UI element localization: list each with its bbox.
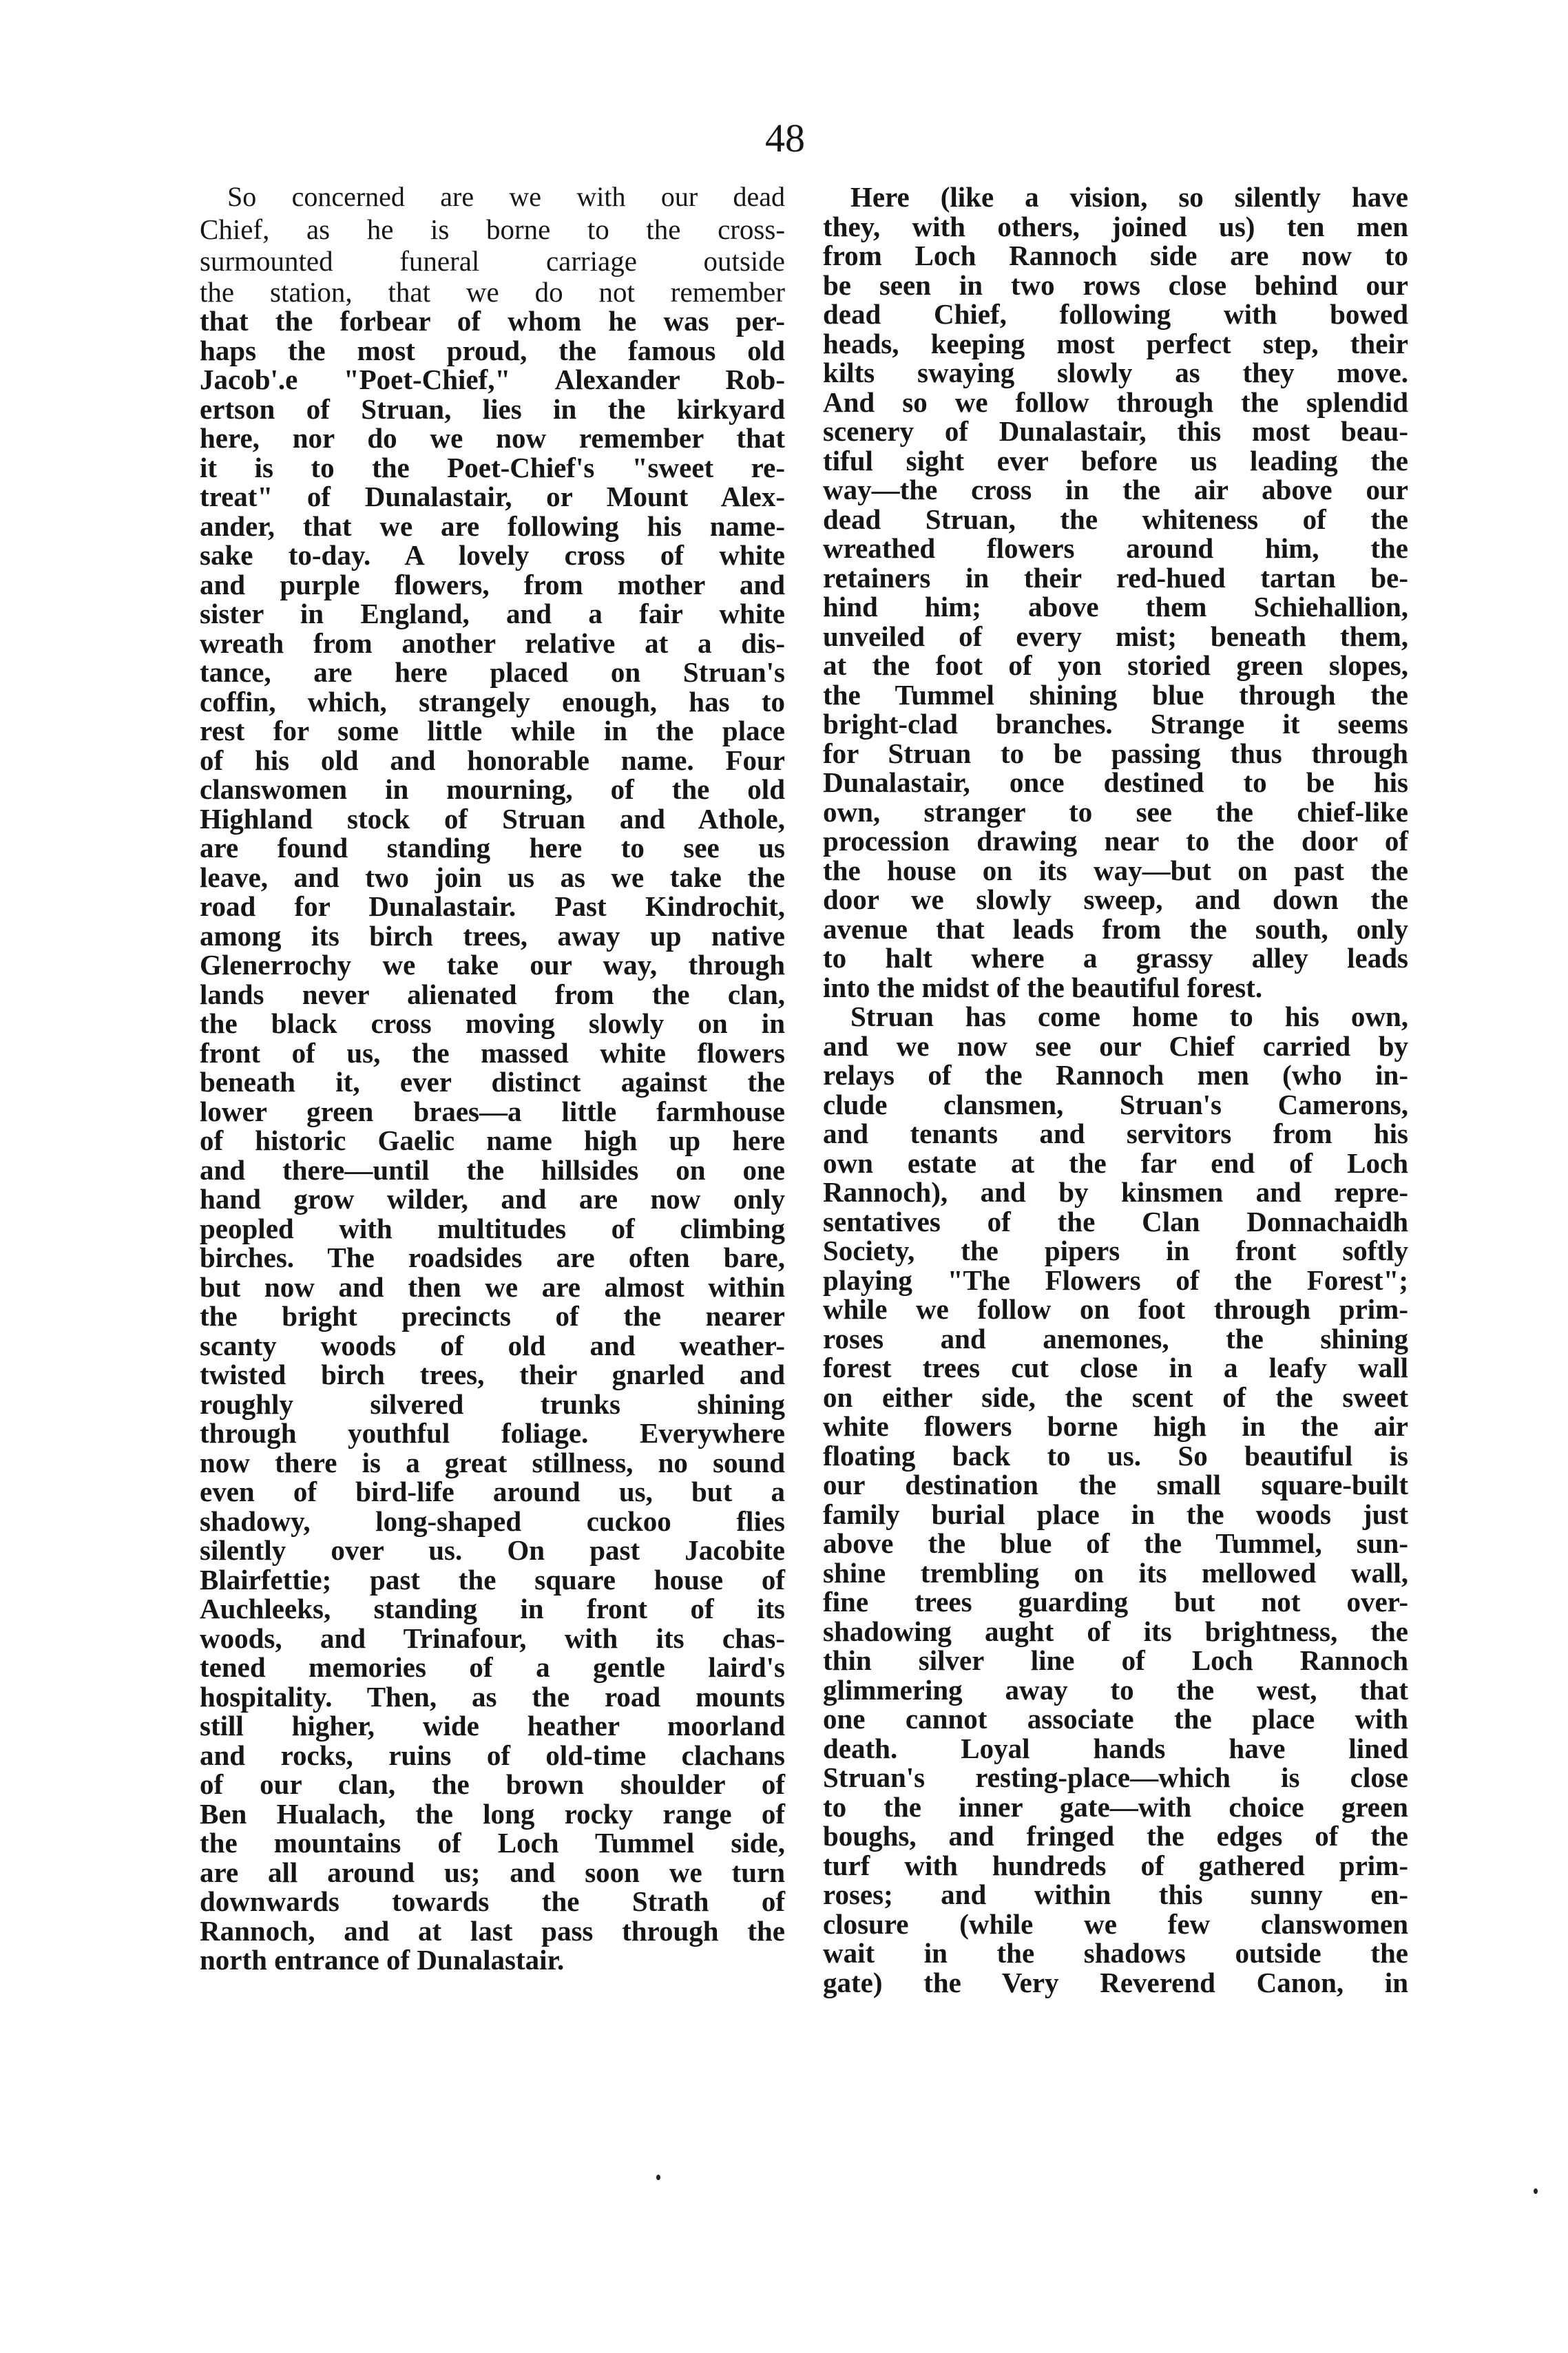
text-line: still higher, wide heather moorland [200, 1710, 785, 1742]
text-line: Blairfettie; past the square house of [200, 1563, 785, 1596]
text-line: twisted birch trees, their gnarled and [200, 1359, 785, 1390]
text-line: Rannoch, and at last pass through the [200, 1914, 785, 1947]
text-line: that the forbear of whom he was per- [200, 305, 785, 337]
text-line: floating back to us. So beautiful is [823, 1439, 1408, 1472]
text-line: boughs, and fringed the edges of the [823, 1820, 1408, 1852]
text-line: retainers in their red-hued tartan be- [823, 561, 1408, 594]
text-line: wait in the shadows outside the [823, 1937, 1408, 1969]
text-line: clude clansmen, Struan's Camerons, [823, 1088, 1408, 1120]
text-line: of historic Gaelic name high up here [200, 1125, 785, 1156]
text-line: the black cross moving slowly on in [200, 1007, 785, 1039]
text-line: silently over us. On past Jacobite [200, 1534, 785, 1566]
text-line: procession drawing near to the door of [823, 825, 1408, 857]
text-line: front of us, the massed white flowers [200, 1036, 785, 1069]
text-line: coffin, which, strangely enough, has to [200, 685, 785, 718]
text-line: for Struan to be passing thus through [823, 737, 1408, 769]
text-line: dead Struan, the whiteness of the [823, 503, 1408, 535]
text-line: wreath from another relative at a dis- [200, 627, 785, 659]
text-line: to halt where a grassy alley leads [823, 942, 1408, 974]
text-line: clanswomen in mourning, of the old [200, 773, 785, 805]
text-line: of our clan, the brown shoulder of [200, 1768, 785, 1800]
left-column [200, 182, 785, 1975]
text-line: the mountains of Loch Tummel side, [200, 1827, 785, 1859]
text-line: kilts swaying slowly as they move. [823, 357, 1408, 388]
text-line: woods, and Trinafour, with its chas- [200, 1622, 785, 1654]
text-line: rest for some little while in the place [200, 715, 785, 746]
text-line: through youthful foliage. Everywhere [200, 1417, 785, 1449]
text-line: family burial place in the woods just [823, 1498, 1408, 1530]
text-line: and purple flowers, from mother and [200, 568, 785, 600]
text-line: and rocks, ruins of old-time clachans [200, 1739, 785, 1771]
text-line: sake to-day. A lovely cross of white [200, 539, 785, 571]
text-line: bright-clad branches. Strange it seems [823, 708, 1408, 740]
text-line: playing "The Flowers of the Forest"; [823, 1264, 1408, 1296]
text-line: thin silver line of Loch Rannoch [823, 1644, 1408, 1676]
text-line: shadowy, long-shaped cuckoo flies [200, 1505, 785, 1537]
text-line: surmounted funeral carriage outside [200, 245, 785, 277]
text-line: shadowing aught of its brightness, the [823, 1615, 1408, 1647]
text-line: one cannot associate the place with [823, 1703, 1408, 1735]
text-line: to the inner gate—with choice green [823, 1790, 1408, 1823]
page-number: 48 [765, 116, 805, 160]
text-line: peopled with multitudes of climbing [200, 1212, 785, 1244]
text-line: roughly silvered trunks shining [200, 1388, 785, 1420]
text-line: here, nor do we now remember that [200, 422, 785, 454]
text-line: the station, that we do not remember [200, 275, 785, 308]
text-line: above the blue of the Tummel, sun- [823, 1527, 1408, 1559]
text-line: lower green braes—a little farmhouse [200, 1095, 785, 1127]
text-line: at the foot of yon storied green slopes, [823, 649, 1408, 681]
text-line: be seen in two rows close behind our [823, 269, 1408, 301]
text-line: avenue that leads from the south, only [823, 912, 1408, 945]
text-line: ertson of Struan, lies in the kirkyard [200, 393, 785, 425]
text-line: turf with hundreds of gathered prim- [823, 1849, 1408, 1881]
text-line: door we slowly sweep, and down the [823, 883, 1408, 915]
text-line: Ben Hualach, the long rocky range of [200, 1797, 785, 1830]
ink-speck [1534, 2188, 1538, 2194]
ink-speck [656, 2175, 660, 2180]
text-line: shine trembling on its mellowed wall, [823, 1556, 1408, 1589]
text-line: own, stranger to see the chief-like [823, 795, 1408, 828]
text-line: of his old and honorable name. Four [200, 744, 785, 776]
text-line: hospitality. Then, as the road mounts [200, 1680, 785, 1713]
text-line: forest trees cut close in a leafy wall [823, 1352, 1408, 1383]
text-line: on either side, the scent of the sweet [823, 1381, 1408, 1413]
text-line: And so we follow through the splendid [823, 386, 1408, 418]
text-line: gate) the Very Reverend Canon, in [823, 1966, 1408, 1998]
text-line: among its birch trees, away up native [200, 919, 785, 952]
text-line: are found standing here to see us [200, 832, 785, 864]
text-line: road for Dunalastair. Past Kindrochit, [200, 890, 785, 922]
text-line: hind him; above them Schiehallion, [823, 591, 1408, 623]
text-line: lands never alienated from the clan, [200, 978, 785, 1010]
text-line: own estate at the far end of Loch [823, 1147, 1408, 1179]
text-line: are all around us; and soon we turn [200, 1856, 785, 1888]
text-line: tance, are here placed on Struan's [200, 656, 785, 688]
text-line: wreathed flowers around him, the [823, 532, 1408, 564]
text-line: the bright precincts of the nearer [200, 1300, 785, 1332]
text-line: Chief, as he is borne to the cross- [200, 213, 785, 245]
text-line: tiful sight ever before us leading the [823, 444, 1408, 477]
text-line: haps the most proud, the famous old [200, 334, 785, 366]
text-line: scenery of Dunalastair, this most beau- [823, 415, 1408, 447]
text-line: Glenerrochy we take our way, through [200, 949, 785, 981]
text-line: dead Chief, following with bowed [823, 298, 1408, 330]
text-line: Auchleeks, standing in front of its [200, 1593, 785, 1624]
text-line: hand grow wilder, and are now only [200, 1183, 785, 1215]
text-line: Society, the pipers in front softly [823, 1235, 1408, 1266]
right-column [823, 182, 1408, 1997]
text-line: sentatives of the Clan Donnachaidh [823, 1205, 1408, 1237]
text-line: ander, that we are following his name- [200, 510, 785, 542]
text-line: death. Loyal hands have lined [823, 1732, 1408, 1764]
text-line: sister in England, and a fair white [200, 598, 785, 629]
text-line: glimmering away to the west, that [823, 1673, 1408, 1706]
text-line: into the midst of the beautiful forest. [823, 971, 1263, 1003]
text-line: and tenants and servitors from his [823, 1118, 1408, 1149]
text-line: north entrance of Dunalastair. [200, 1944, 565, 1976]
text-line: Dunalastair, once destined to be his [823, 766, 1408, 798]
text-line: tened memories of a gentle laird's [200, 1651, 785, 1683]
text-line: Struan has come home to his own, [850, 1001, 1408, 1032]
text-line: Highland stock of Struan and Athole, [200, 802, 785, 835]
text-line: they, with others, joined us) ten men [823, 210, 1408, 242]
text-line: white flowers borne high in the air [823, 1410, 1408, 1442]
text-line: while we follow on foot through prim- [823, 1293, 1408, 1325]
text-line: Here (like a vision, so silently have [850, 181, 1408, 213]
text-line: it is to the Poet-Chief's "sweet re- [200, 451, 785, 483]
text-line: relays of the Rannoch men (who in- [823, 1059, 1408, 1091]
text-line: So concerned are we with our dead [227, 181, 785, 212]
text-line: the Tummel shining blue through the [823, 678, 1408, 711]
text-line: and we now see our Chief carried by [823, 1029, 1408, 1062]
text-line: from Loch Rannoch side are now to [823, 240, 1408, 271]
text-line: downwards towards the Strath of [200, 1885, 785, 1917]
text-line: and there—until the hillsides on one [200, 1153, 785, 1186]
text-line: fine trees guarding but not over- [823, 1586, 1408, 1618]
text-line: even of bird-life around us, but a [200, 1476, 785, 1507]
text-line: Struan's resting-place—which is close [823, 1761, 1408, 1793]
text-line: way—the cross in the air above our [823, 474, 1408, 505]
text-line: treat" of Dunalastair, or Mount Alex- [200, 481, 785, 512]
text-line: unveiled of every mist; beneath them, [823, 620, 1408, 652]
text-line: closure (while we few clanswomen [823, 1907, 1408, 1940]
text-line: Rannoch), and by kinsmen and repre- [823, 1176, 1408, 1208]
text-line: roses; and within this sunny en- [823, 1879, 1408, 1910]
text-line: now there is a great stillness, no sound [200, 1446, 785, 1478]
text-line: birches. The roadsides are often bare, [200, 1242, 785, 1273]
text-line: the house on its way—but on past the [823, 854, 1408, 886]
text-line: our destination the small square-built [823, 1469, 1408, 1500]
text-line: but now and then we are almost within [200, 1270, 785, 1303]
text-line: heads, keeping most perfect step, their [823, 327, 1408, 359]
text-line: scanty woods of old and weather- [200, 1329, 785, 1361]
text-line: beneath it, ever distinct against the [200, 1066, 785, 1098]
text-line: Jacob'.e "Poet-Chief," Alexander Rob- [200, 364, 785, 395]
text-line: leave, and two join us as we take the [200, 861, 785, 893]
text-line: roses and anemones, the shining [823, 1322, 1408, 1355]
